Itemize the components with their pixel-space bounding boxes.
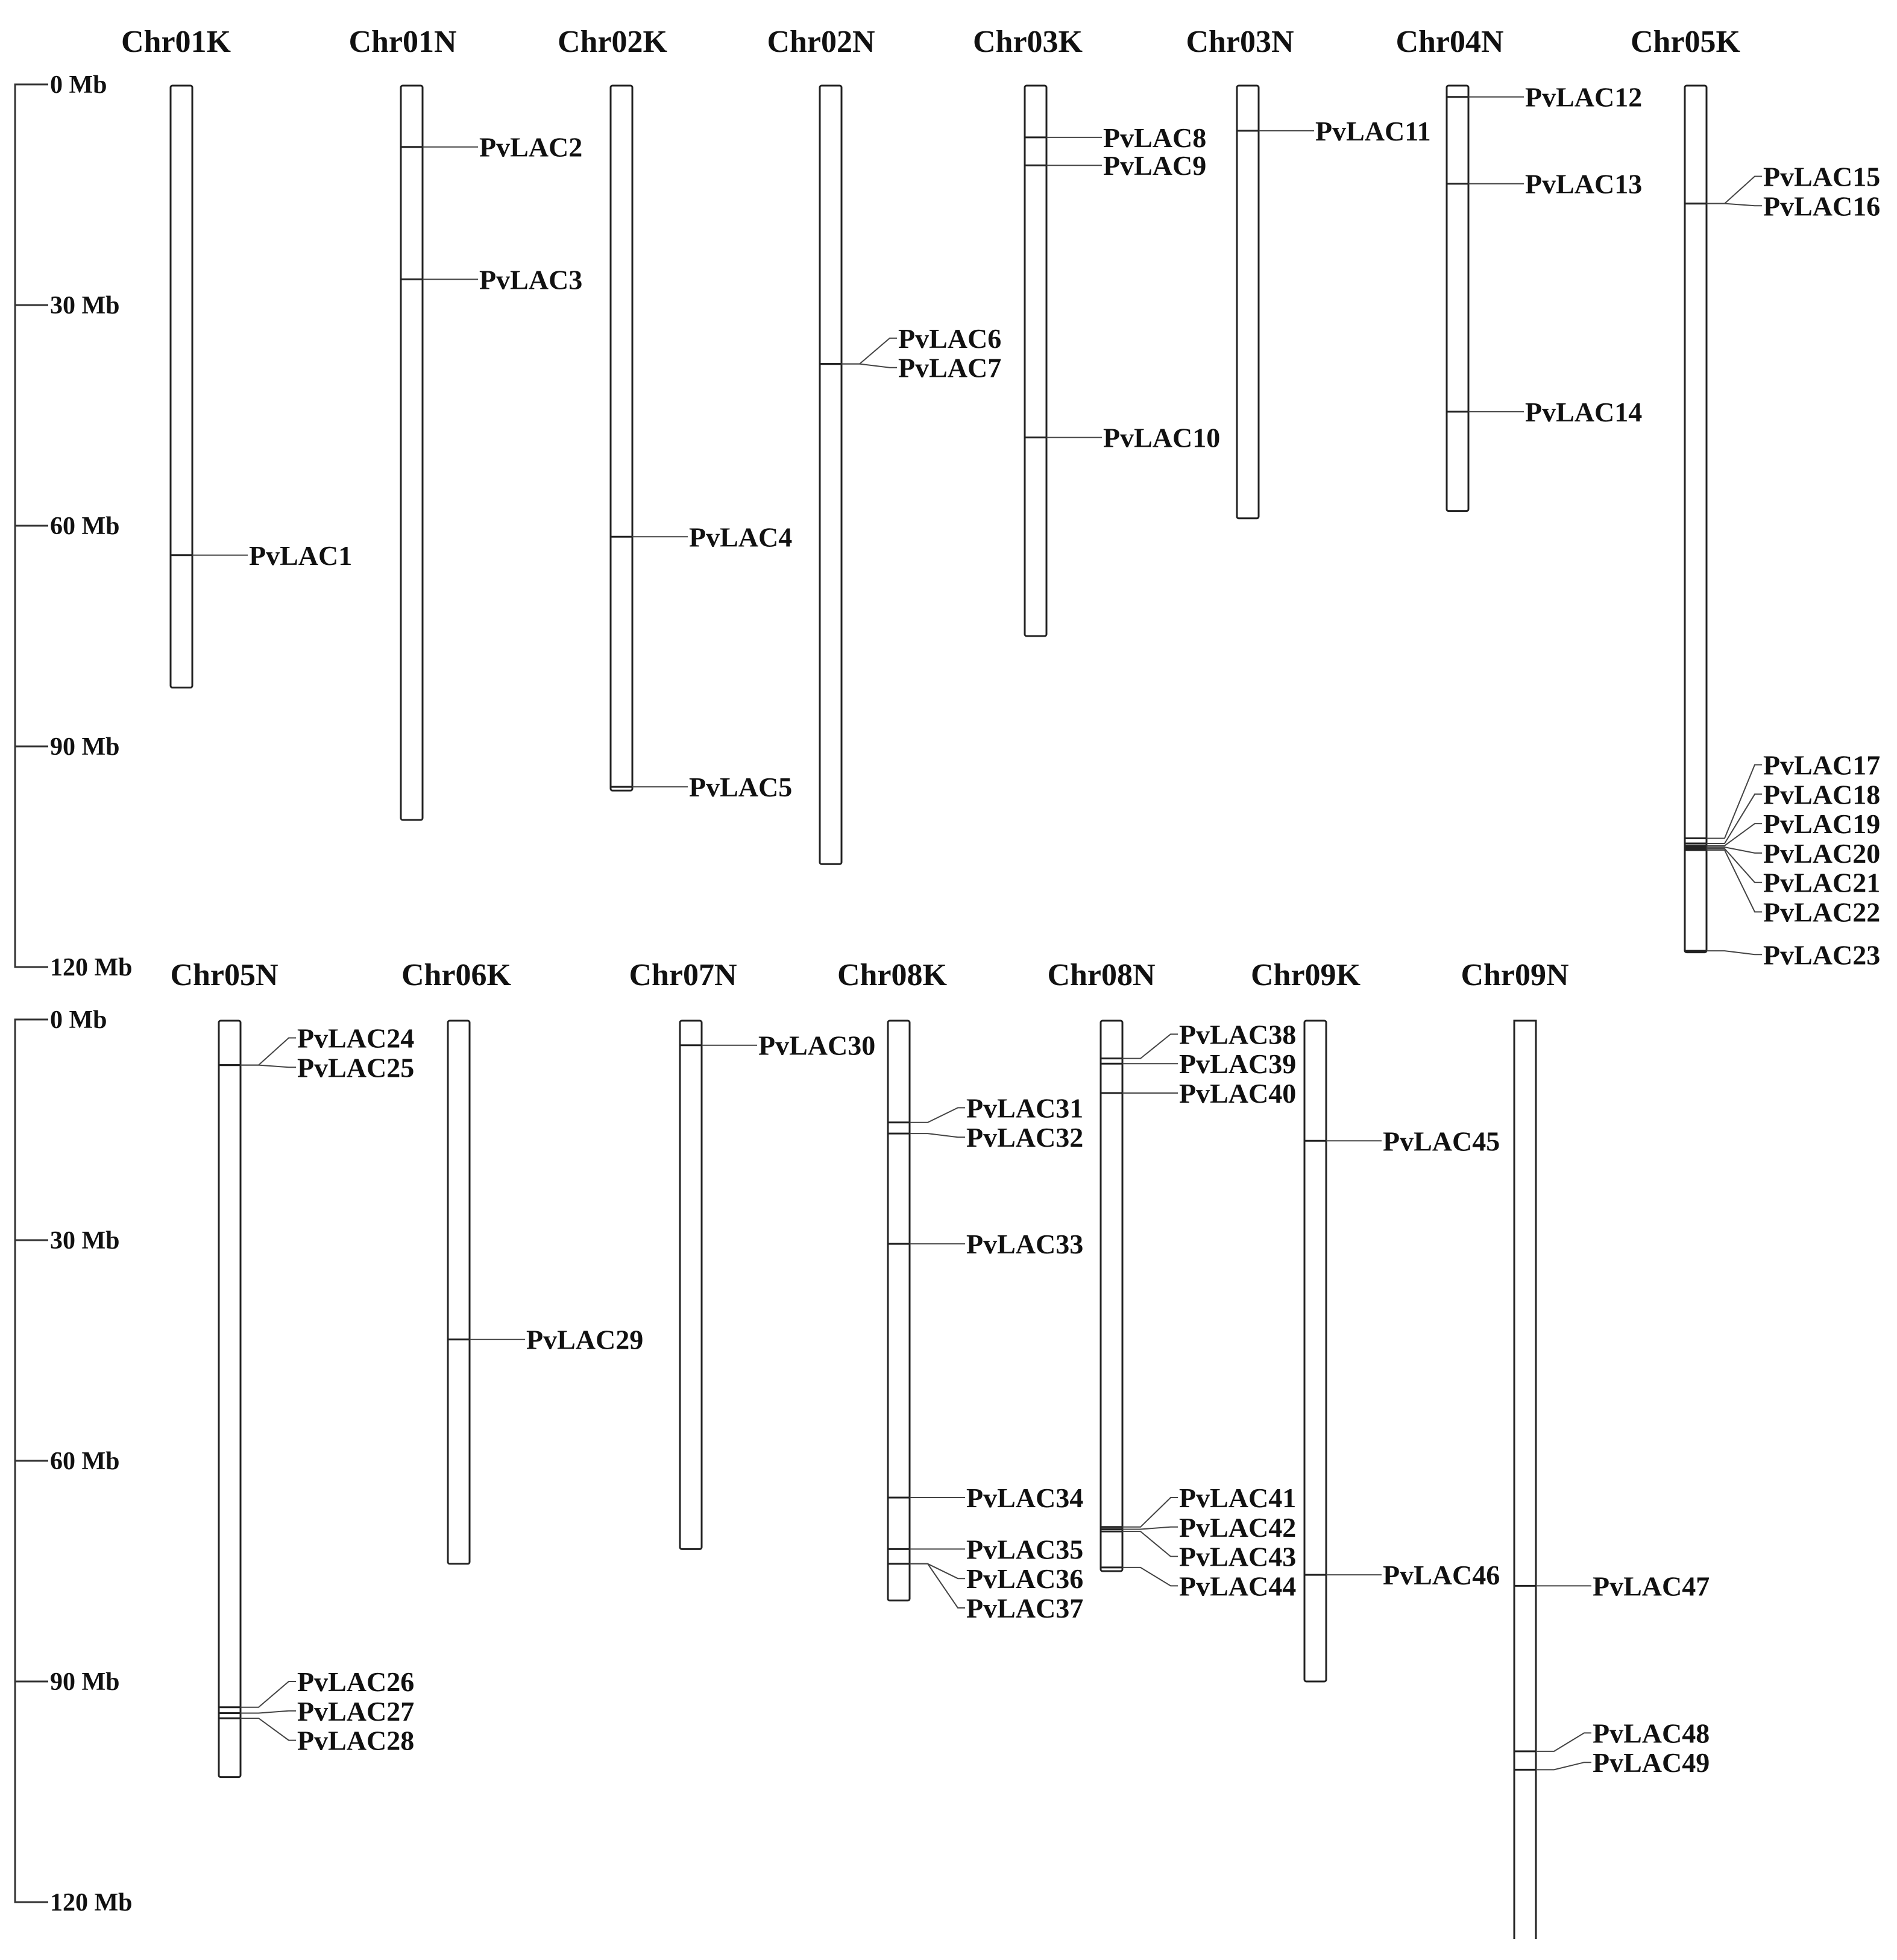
gene-label: PvLAC40: [1179, 1078, 1297, 1109]
chromosome-chr03k: [973, 25, 1220, 636]
gene-marker-pvlac2: [401, 132, 582, 163]
chromosome-title: Chr02N: [767, 25, 875, 59]
gene-label: PvLAC15: [1763, 161, 1881, 192]
chromosome-bar: [820, 86, 842, 864]
gene-connector-line: [241, 1065, 296, 1068]
gene-marker-pvlac11: [1237, 116, 1431, 147]
gene-label: PvLAC7: [898, 352, 1002, 383]
gene-marker-pvlac44: [1101, 1568, 1296, 1602]
gene-marker-pvlac29: [448, 1325, 643, 1355]
gene-label: PvLAC13: [1525, 168, 1643, 200]
gene-label: PvLAC25: [297, 1052, 415, 1083]
gene-connector-line: [241, 1038, 296, 1065]
chromosome-bar: [448, 1021, 470, 1564]
chromosome-bar: [219, 1021, 241, 1777]
chromosome-bar: [1685, 86, 1707, 953]
gene-label: PvLAC27: [297, 1695, 415, 1727]
chromosome-title: Chr02K: [558, 25, 667, 59]
gene-label: PvLAC10: [1103, 422, 1221, 453]
gene-label: PvLAC6: [898, 323, 1002, 354]
gene-marker-pvlac30: [680, 1030, 875, 1061]
gene-connector-line: [910, 1564, 965, 1608]
gene-connector-line: [1707, 794, 1762, 843]
gene-marker-pvlac34: [888, 1483, 1083, 1513]
gene-label: PvLAC11: [1315, 115, 1431, 147]
chromosome-bar: [1025, 86, 1046, 636]
chromosome-bar: [171, 86, 192, 687]
gene-label: PvLAC21: [1763, 867, 1881, 898]
chromosome-chr07n: [629, 958, 875, 1549]
gene-label: PvLAC39: [1179, 1048, 1297, 1080]
gene-label: PvLAC36: [966, 1563, 1084, 1595]
chromosome-chr03n: [1186, 25, 1430, 518]
chromosome-bar: [1101, 1021, 1122, 1571]
gene-marker-pvlac7: [820, 353, 1001, 383]
scale-tick-label: 60 Mb: [50, 1448, 120, 1475]
gene-label: PvLAC17: [1763, 749, 1881, 781]
gene-connector-line: [1707, 951, 1762, 954]
chromosome-title: Chr05K: [1631, 25, 1740, 59]
scale-tick-label: 90 Mb: [50, 1668, 120, 1696]
gene-marker-pvlac3: [401, 264, 582, 295]
gene-connector-line: [1122, 1498, 1178, 1527]
chromosomes: [121, 25, 1880, 1939]
chromosome-chr01n: [348, 25, 582, 820]
chromosome-chr01k: [121, 25, 352, 687]
gene-connector-line: [1536, 1733, 1591, 1751]
scale-bar-row-1: [15, 71, 133, 982]
chromosome-title: Chr09N: [1461, 958, 1569, 992]
chromosome-bar: [1304, 1021, 1326, 1681]
gene-connector-line: [910, 1108, 965, 1122]
scale-tick-label: 30 Mb: [50, 292, 120, 320]
gene-connector-line: [1707, 204, 1762, 206]
scale-tick-label: 0 Mb: [50, 1006, 107, 1034]
gene-marker-pvlac14: [1447, 397, 1642, 427]
gene-label: PvLAC22: [1763, 896, 1881, 928]
gene-connector-line: [910, 1133, 965, 1137]
chromosome-bar: [1514, 1021, 1536, 1939]
chromosome-title: Chr05N: [170, 958, 278, 992]
gene-label: PvLAC3: [479, 264, 583, 295]
gene-label: PvLAC18: [1763, 779, 1881, 810]
gene-label: PvLAC38: [1179, 1019, 1297, 1050]
gene-label: PvLAC33: [966, 1229, 1084, 1260]
chromosome-bar: [680, 1021, 702, 1549]
gene-connector-line: [241, 1711, 296, 1713]
scale-tick-label: 120 Mb: [50, 954, 133, 982]
gene-label: PvLAC12: [1525, 81, 1643, 113]
gene-marker-pvlac1: [171, 540, 352, 571]
gene-marker-pvlac45: [1304, 1126, 1500, 1156]
gene-label: PvLAC30: [758, 1030, 876, 1061]
gene-label: PvLAC43: [1179, 1541, 1297, 1572]
gene-marker-pvlac10: [1025, 423, 1220, 453]
chromosome-chr06k: [401, 958, 643, 1564]
gene-label: PvLAC44: [1179, 1571, 1297, 1602]
gene-connector-line: [1536, 1762, 1591, 1769]
gene-label: PvLAC23: [1763, 939, 1881, 971]
gene-label: PvLAC46: [1383, 1560, 1500, 1591]
gene-marker-pvlac9: [1025, 150, 1206, 181]
gene-label: PvLAC24: [297, 1023, 415, 1054]
gene-connector-line: [1122, 1034, 1178, 1058]
chromosome-bar: [1237, 86, 1259, 518]
gene-label: PvLAC14: [1525, 396, 1643, 427]
gene-connector-line: [842, 338, 897, 364]
gene-label: PvLAC31: [966, 1092, 1084, 1124]
chromosome-title: Chr04N: [1395, 25, 1504, 59]
gene-label: PvLAC2: [479, 131, 583, 163]
chromosome-title: Chr08N: [1047, 958, 1156, 992]
gene-marker-pvlac4: [611, 522, 792, 552]
gene-label: PvLAC1: [249, 540, 353, 571]
gene-marker-pvlac16: [1685, 191, 1880, 221]
chromosome-bar: [1447, 86, 1468, 511]
gene-label: PvLAC48: [1593, 1718, 1710, 1749]
gene-label: PvLAC42: [1179, 1511, 1297, 1543]
gene-connector-line: [910, 1564, 965, 1578]
scale-tick-label: 0 Mb: [50, 71, 107, 99]
chromosome-chr04n: [1395, 25, 1642, 511]
gene-marker-pvlac47: [1514, 1571, 1710, 1601]
gene-label: PvLAC47: [1593, 1571, 1710, 1602]
gene-connector-line: [842, 364, 897, 368]
chromosome-title: Chr01K: [121, 25, 231, 59]
chromosome-bar: [611, 86, 632, 790]
gene-label: PvLAC37: [966, 1593, 1084, 1624]
gene-marker-pvlac5: [611, 772, 792, 802]
gene-label: PvLAC28: [297, 1725, 415, 1756]
gene-marker-pvlac20: [1685, 838, 1880, 869]
gene-label: PvLAC35: [966, 1534, 1084, 1565]
gene-connector-line: [241, 1718, 296, 1741]
chromosome-chr02n: [767, 25, 1001, 864]
gene-label: PvLAC19: [1763, 808, 1881, 840]
scale-bar-row-2: [15, 1006, 133, 1917]
chromosome-title: Chr06K: [401, 958, 511, 992]
scale-bars: [15, 71, 133, 1917]
gene-label: PvLAC20: [1763, 837, 1881, 869]
scale-tick-label: 60 Mb: [50, 512, 120, 540]
gene-label: PvLAC29: [526, 1324, 644, 1355]
gene-marker-pvlac32: [888, 1122, 1083, 1153]
gene-marker-pvlac40: [1101, 1078, 1296, 1109]
gene-marker-pvlac36: [888, 1563, 1083, 1594]
scale-tick-label: 30 Mb: [50, 1227, 120, 1255]
gene-label: PvLAC26: [297, 1666, 415, 1697]
scale-tick-label: 120 Mb: [50, 1889, 133, 1917]
gene-marker-pvlac13: [1447, 169, 1642, 200]
chromosome-bar: [401, 86, 423, 820]
chromosome-title: Chr07N: [629, 958, 737, 992]
chromosome-chr05n: [170, 958, 414, 1777]
gene-marker-pvlac23: [1685, 939, 1880, 970]
gene-connector-line: [1122, 1568, 1178, 1586]
gene-label: PvLAC5: [689, 772, 793, 803]
gene-label: PvLAC16: [1763, 191, 1881, 222]
gene-marker-pvlac39: [1101, 1048, 1296, 1079]
scale-tick-label: 90 Mb: [50, 733, 120, 761]
gene-marker-pvlac12: [1447, 82, 1642, 113]
gene-marker-pvlac31: [888, 1092, 1083, 1123]
gene-marker-pvlac27: [219, 1696, 414, 1727]
chromosome-chr08n: [1047, 958, 1296, 1601]
chromosome-title: Chr03K: [973, 25, 1083, 59]
gene-marker-pvlac25: [219, 1052, 414, 1083]
gene-connector-line: [1707, 177, 1762, 204]
gene-marker-pvlac8: [1025, 122, 1206, 153]
gene-label: PvLAC32: [966, 1122, 1084, 1153]
chromosome-chr05k: [1631, 25, 1880, 970]
chromosome-title: Chr01N: [348, 25, 457, 59]
gene-label: PvLAC34: [966, 1483, 1084, 1513]
gene-label: PvLAC4: [689, 522, 793, 553]
gene-label: PvLAC9: [1103, 150, 1207, 181]
gene-marker-pvlac46: [1304, 1560, 1500, 1590]
gene-label: PvLAC45: [1383, 1126, 1500, 1157]
gene-marker-pvlac35: [888, 1534, 1083, 1565]
gene-label: PvLAC8: [1103, 122, 1207, 153]
gene-connector-line: [1707, 849, 1762, 883]
chromosome-title: Chr09K: [1251, 958, 1361, 992]
gene-marker-pvlac33: [888, 1229, 1083, 1259]
chromosome-chr02k: [558, 25, 792, 802]
chromosome-chr09n: [1461, 958, 1710, 1939]
gene-label: PvLAC49: [1593, 1747, 1710, 1779]
chromosome-title: Chr08K: [837, 958, 947, 992]
gene-label: PvLAC41: [1179, 1483, 1297, 1513]
chromosome-bar: [888, 1021, 910, 1601]
gene-marker-pvlac48: [1514, 1718, 1710, 1751]
gene-connector-line: [241, 1681, 296, 1707]
chromosome-title: Chr03N: [1186, 25, 1294, 59]
gene-connector-line: [1122, 1531, 1178, 1556]
